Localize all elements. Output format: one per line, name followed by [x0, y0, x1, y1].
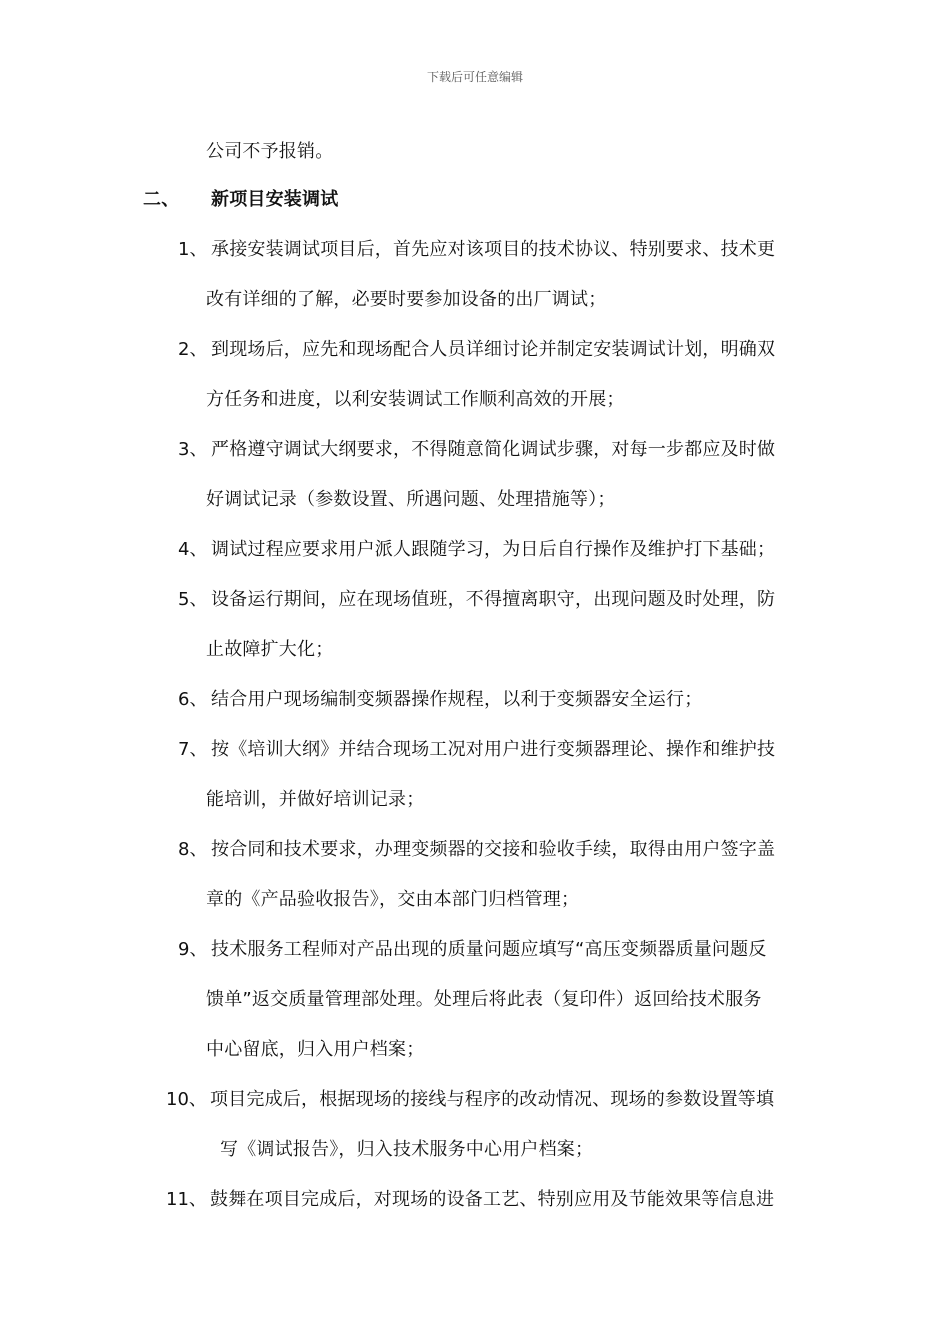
- list-item-number: 5、: [178, 589, 208, 610]
- list-item-line: 馈单”返交质量管理部处理。处理后将此表（复印件）返回给技术服务: [206, 989, 762, 1010]
- list-item-number: 8、: [178, 839, 208, 860]
- list-item-line: 鼓舞在项目完成后，对现场的设备工艺、特别应用及节能效果等信息进: [210, 1189, 775, 1210]
- list-item-line: 止故障扩大化；: [206, 639, 334, 660]
- list-item-number: 4、: [178, 539, 208, 560]
- continuation-text: 公司不予报销。: [206, 141, 334, 162]
- list-item-line: 严格遵守调试大纲要求，不得随意简化调试步骤，对每一步都应及时做: [211, 439, 776, 460]
- section-number: 二、: [143, 189, 180, 210]
- list-item-number: 7、: [178, 739, 208, 760]
- list-item-number: 11、: [166, 1189, 207, 1210]
- list-item-line: 改有详细的了解，必要时要参加设备的出厂调试；: [206, 289, 607, 310]
- list-item-number: 1、: [178, 239, 208, 260]
- list-item-line: 项目完成后，根据现场的接线与程序的改动情况、现场的参数设置等填: [210, 1089, 775, 1110]
- list-item-number: 6、: [178, 689, 208, 710]
- list-item-line: 按《培训大纲》并结合现场工况对用户进行变频器理论、操作和维护技: [211, 739, 776, 760]
- list-item-number: 3、: [178, 439, 208, 460]
- list-item-line: 调试过程应要求用户派人跟随学习，为日后自行操作及维护打下基础；: [211, 539, 776, 560]
- list-item-number: 10、: [166, 1089, 207, 1110]
- list-item-line: 结合用户现场编制变频器操作规程，以利于变频器安全运行；: [211, 689, 703, 710]
- list-item-line: 设备运行期间，应在现场值班，不得擅离职守，出现问题及时处理，防: [211, 589, 776, 610]
- list-item-line: 承接安装调试项目后，首先应对该项目的技术协议、特别要求、技术更: [211, 239, 776, 260]
- list-item-line: 中心留底，归入用户档案；: [206, 1039, 425, 1060]
- section-title: 新项目安装调试: [211, 189, 339, 210]
- list-item-line: 章的《产品验收报告》，交由本部门归档管理；: [206, 889, 580, 910]
- list-item-line: 好调试记录（参数设置、所遇问题、处理措施等）；: [206, 489, 616, 510]
- page-header: 下载后可任意编辑: [426, 70, 523, 84]
- list-item-line: 能培训，并做好培训记录；: [206, 789, 425, 810]
- list-item-line: 方任务和进度，以利安装调试工作顺利高效的开展；: [206, 389, 625, 410]
- list-item-line: 按合同和技术要求，办理变频器的交接和验收手续，取得由用户签字盖: [211, 839, 776, 860]
- list-item-line: 到现场后，应先和现场配合人员详细讨论并制定安装调试计划，明确双: [211, 339, 776, 360]
- list-item-line: 技术服务工程师对产品出现的质量问题应填写“高压变频器质量问题反: [211, 939, 767, 960]
- list-item-line: 写《调试报告》，归入技术服务中心用户档案；: [220, 1139, 594, 1160]
- list-item-number: 2、: [178, 339, 208, 360]
- list-item-number: 9、: [178, 939, 208, 960]
